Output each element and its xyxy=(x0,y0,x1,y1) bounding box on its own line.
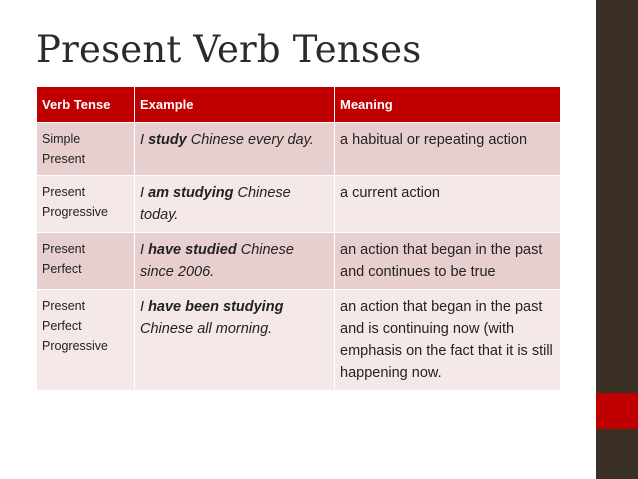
example-text: I xyxy=(140,132,149,148)
header-verb-tense: Verb Tense xyxy=(37,87,135,123)
meaning-cell: a current action xyxy=(335,176,561,233)
example-verb: have studied xyxy=(148,242,237,258)
side-accent-block xyxy=(596,393,638,429)
meaning-cell: an action that began in the past and continues to be true xyxy=(335,233,561,290)
tense-line: Present xyxy=(42,242,86,256)
table-header-row xyxy=(37,87,561,123)
example-text: Chinese today. xyxy=(140,185,291,223)
tense-line: Present xyxy=(42,185,86,199)
slide-title: Present Verb Tenses xyxy=(36,28,422,71)
tense-cell xyxy=(37,233,135,290)
header-example: Example xyxy=(135,87,335,123)
tenses-table xyxy=(36,86,561,391)
tense-line: Present xyxy=(42,299,86,313)
example-text: Chinese all morning. xyxy=(140,321,273,337)
tense-cell xyxy=(37,176,135,233)
example-cell xyxy=(135,176,335,233)
example-text: I xyxy=(140,299,149,315)
tense-line: Perfect xyxy=(42,319,82,333)
example-cell xyxy=(135,233,335,290)
meaning-cell: a habitual or repeating action xyxy=(335,123,561,176)
example-cell xyxy=(135,123,335,176)
tense-cell xyxy=(37,290,135,391)
meaning-cell: an action that began in the past and is continuing now (with emphasis on the fact that it is still happening now. xyxy=(335,290,561,391)
tense-line: Present xyxy=(42,152,86,166)
table-row xyxy=(37,290,561,391)
example-text: I xyxy=(140,242,149,258)
tense-line: Progressive xyxy=(42,205,108,219)
example-verb: study xyxy=(148,132,187,148)
example-text: Chinese every day. xyxy=(186,132,314,148)
example-text: I xyxy=(140,185,149,201)
example-text: Chinese since 2006. xyxy=(140,242,294,280)
table-row xyxy=(37,176,561,233)
example-cell xyxy=(135,290,335,391)
table-row xyxy=(37,233,561,290)
tense-cell xyxy=(37,123,135,176)
example-verb: am studying xyxy=(148,185,234,201)
tense-line: Simple xyxy=(42,132,81,146)
header-meaning: Meaning xyxy=(335,87,561,123)
table-row xyxy=(37,123,561,176)
example-verb: have been studying xyxy=(148,299,284,315)
tense-line: Progressive xyxy=(42,339,108,353)
tense-line: Perfect xyxy=(42,262,82,276)
